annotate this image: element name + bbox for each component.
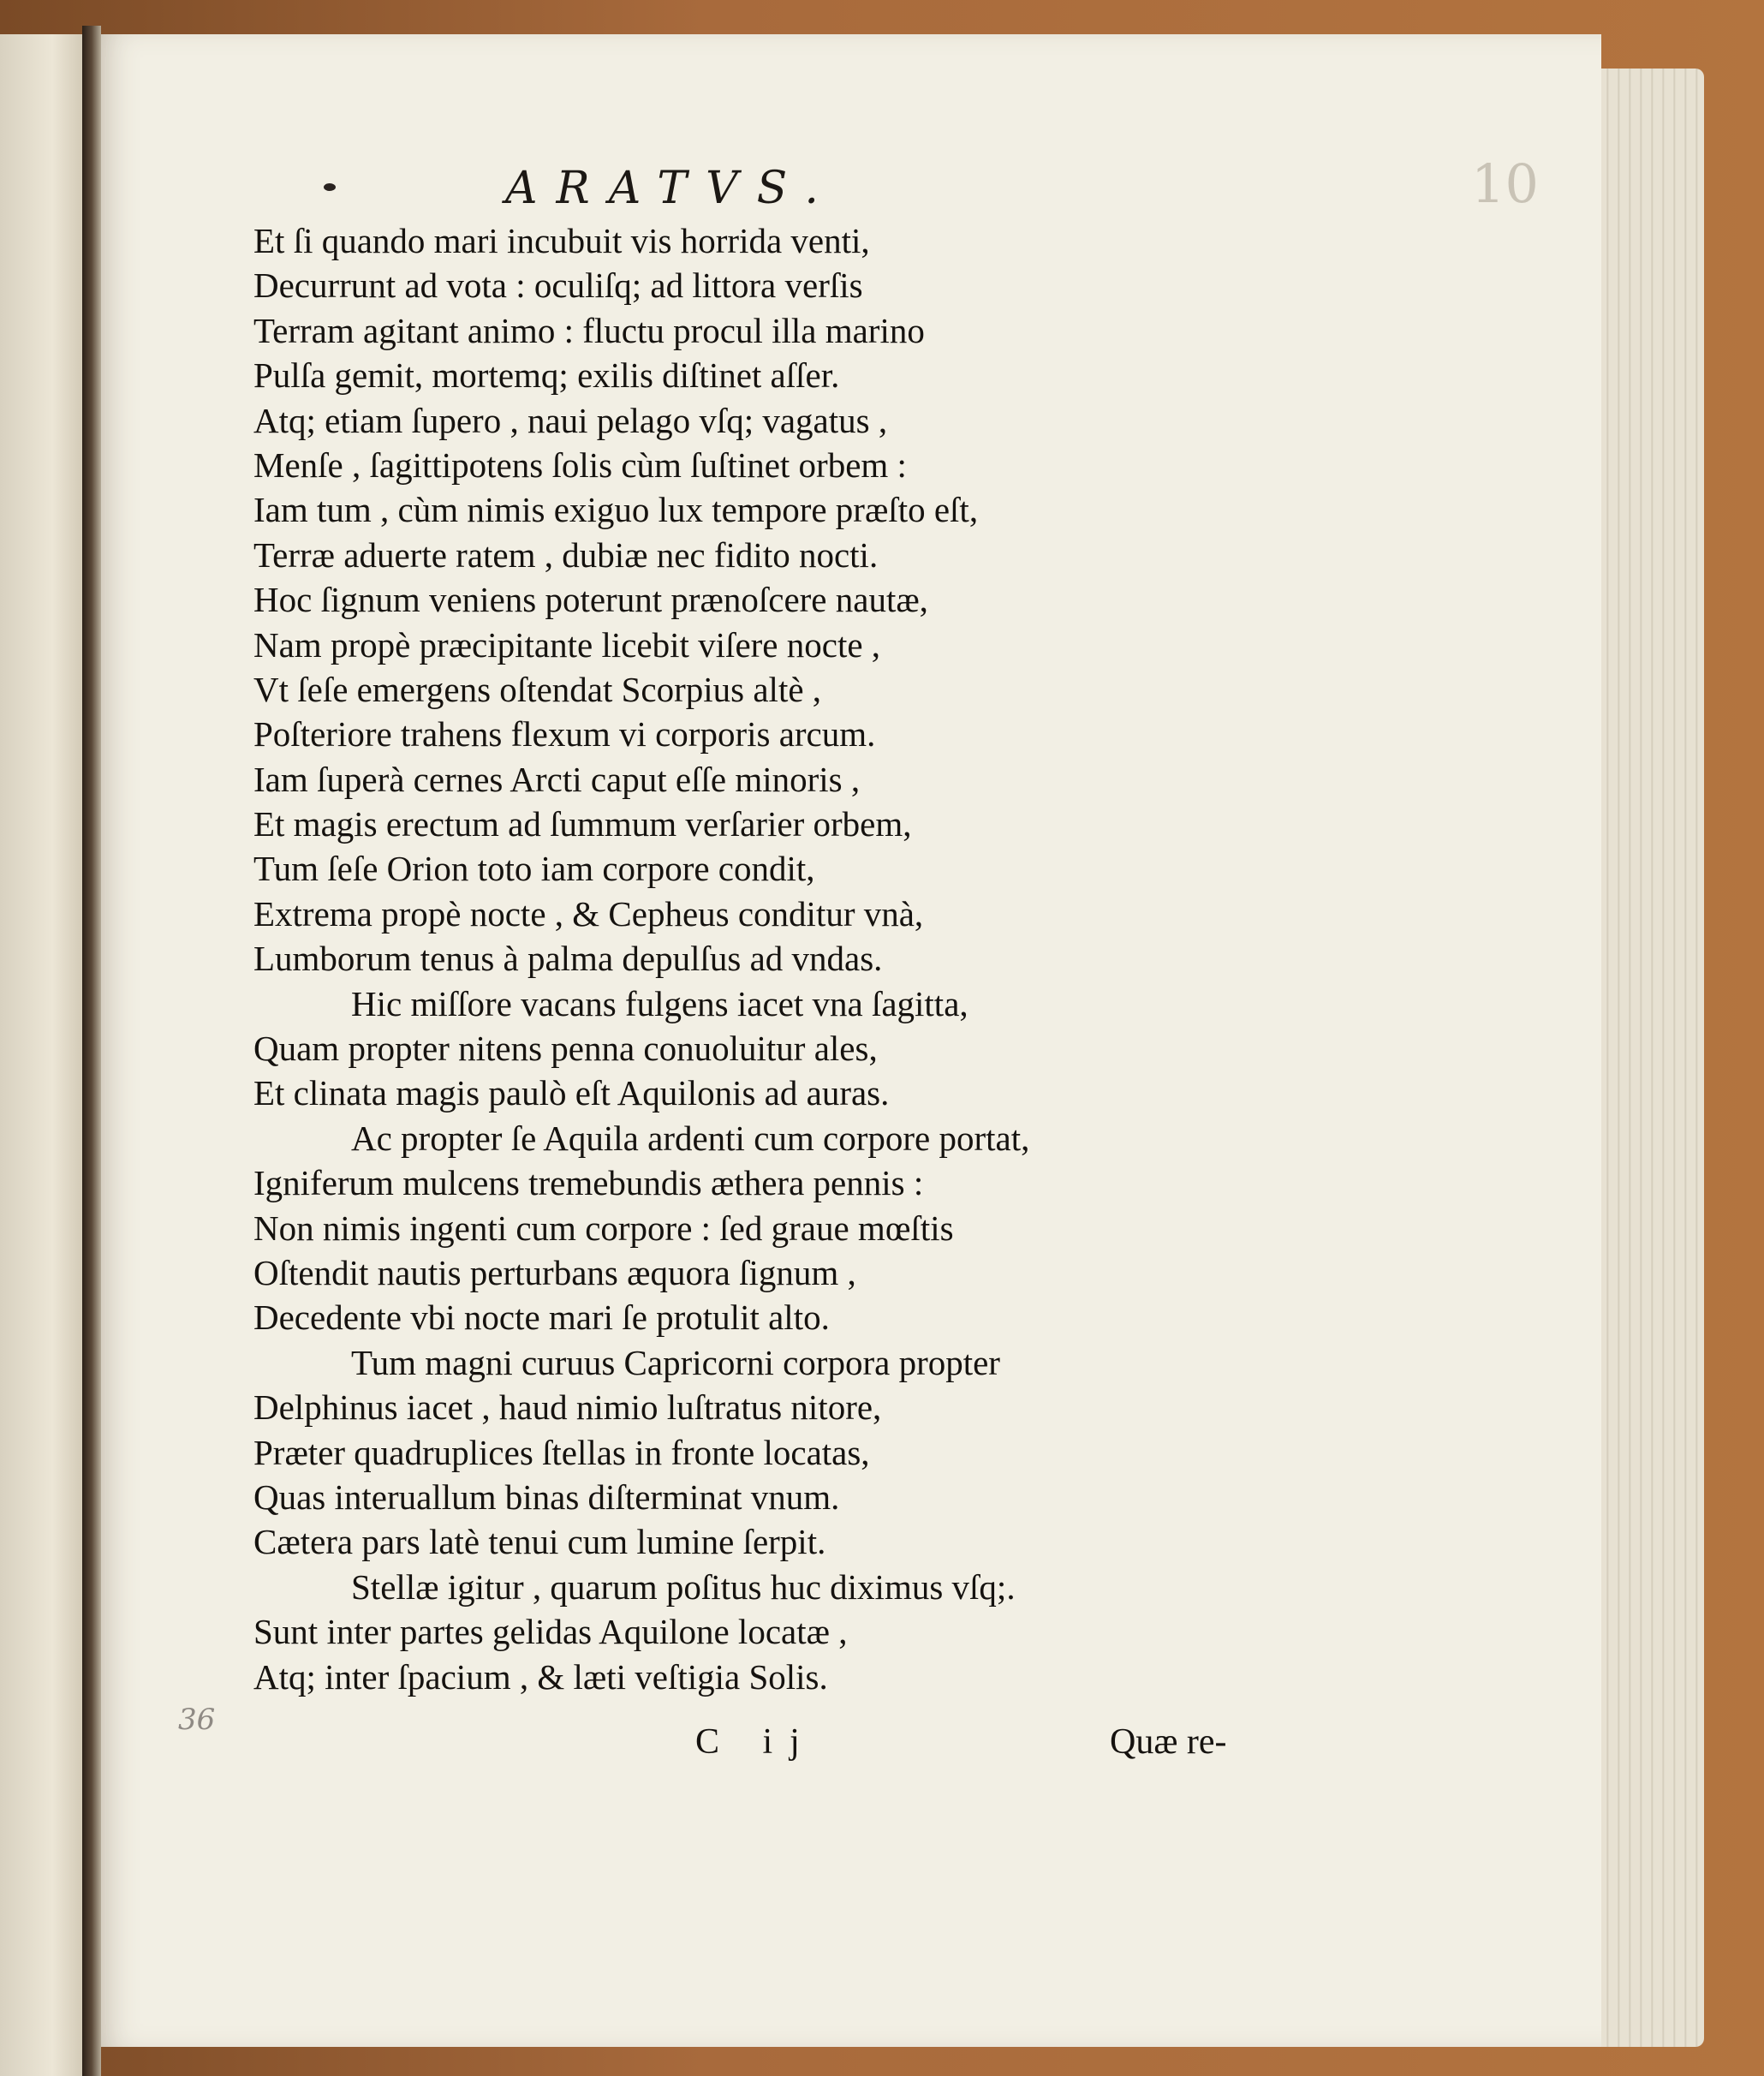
text-line: Terræ aduerte ratem , dubiæ nec fidito nocti. (253, 534, 879, 575)
text-line: Menſe , ſagittipotens ſolis cùm ſuſtinet orbem : (253, 444, 907, 485)
text-line: Iam ſuperà cernes Arcti caput eſſe minoris , (253, 759, 861, 799)
book-gutter (82, 26, 101, 2076)
text-line: Non nimis ingenti cum corpore : ſed graue mœſtis (253, 1208, 954, 1248)
text-line: Sunt inter partes gelidas Aquilone locatæ , (253, 1612, 848, 1652)
facing-page-edge (0, 34, 90, 2076)
text-line: Præter quadruplices ſtellas in fronte locatas, (253, 1432, 870, 1472)
text-line: Hic miſſore vacans fulgens iacet vna ſagitta, (351, 983, 968, 1023)
text-line: Vt ſeſe emergens oſtendat Scorpius altè , (253, 669, 822, 709)
text-line: Oſtendit nautis perturbans æquora ſignum , (253, 1252, 856, 1292)
text-line: Igniferum mulcens tremebundis æthera pennis : (253, 1163, 924, 1203)
text-line: Lumborum tenus à palma depulſus ad vndas. (253, 939, 883, 979)
running-head: ARATVS. (505, 163, 837, 214)
text-line: Quam propter nitens penna conuoluitur ales, (253, 1029, 878, 1069)
text-line: Tum magni curuus Capricorni corpora propter (351, 1342, 1000, 1382)
text-line: Stellæ igitur , quarum poſitus huc diximus vſq;. (351, 1566, 1016, 1607)
text-line: Atq; etiam ſupero , naui pelago vſq; vagatus , (253, 400, 888, 440)
text-line: Atq; inter ſpacium , & læti veſtigia Solis. (253, 1656, 828, 1697)
text-line: Hoc ſignum veniens poterunt prænoſcere nautæ, (253, 580, 928, 620)
text-line: Pulſa gemit, mortemq; exilis diſtinet aſſer. (253, 355, 840, 396)
text-line: Terram agitant animo : fluctu procul illa marino (253, 310, 925, 350)
text-line: Poſteriore trahens flexum vi corporis arcum. (253, 714, 876, 755)
text-line: Extrema propè nocte , & Cepheus conditur vnà, (253, 893, 924, 934)
margin-note: 36 (178, 1703, 216, 1737)
text-line: Quas interuallum binas diſterminat vnum. (253, 1476, 840, 1517)
text-line: Cætera pars latè tenui cum lumine ſerpit. (253, 1522, 826, 1562)
poem-text (253, 218, 1521, 1699)
text-line: Ac propter ſe Aquila ardenti cum corpore portat, (351, 1118, 1030, 1158)
signature-mark: C ij (695, 1722, 817, 1762)
folio-number: 10 (1471, 152, 1539, 215)
text-line: Et ſi quando mari incubuit vis horrida venti, (253, 221, 870, 260)
text-line: Decedente vbi nocte mari ſe protulit alto. (253, 1298, 830, 1338)
text-line: Nam propè præcipitante licebit viſere nocte , (253, 624, 881, 665)
text-line: Iam tum , cùm nimis exiguo lux tempore præſto eſt, (253, 490, 979, 530)
text-line: Et clinata magis paulò eſt Aquilonis ad auras. (253, 1073, 890, 1113)
text-line: Decurrunt ad vota : oculiſq; ad littora verſis (253, 265, 863, 306)
text-line: Delphinus iacet , haud nimio luſtratus nitore, (253, 1387, 882, 1428)
catchword: Quæ re- (1110, 1722, 1227, 1762)
ink-mark (324, 183, 336, 191)
text-line: Et magis erectum ad ſummum verſarier orbem, (253, 804, 912, 844)
text-line: Tum ſeſe Orion toto iam corpore condit, (253, 849, 815, 889)
